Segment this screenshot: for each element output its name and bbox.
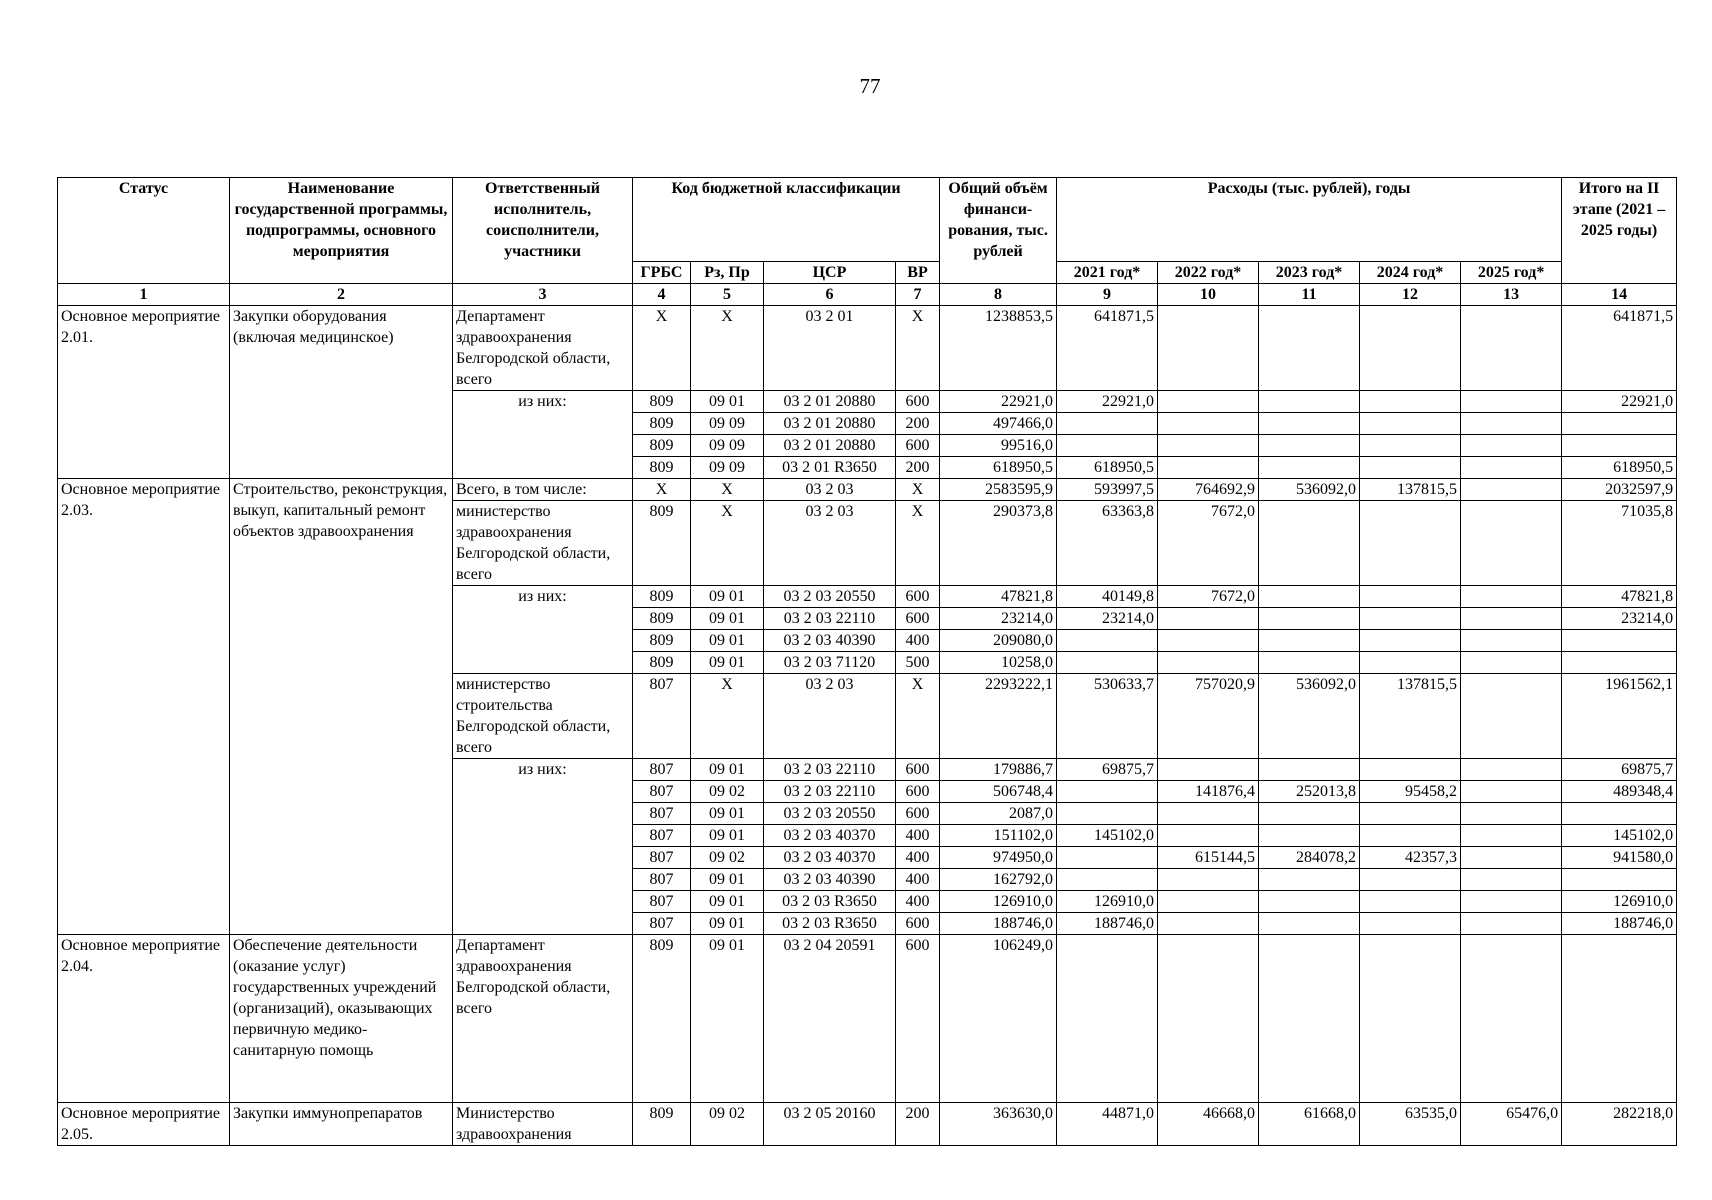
stage-total-cell (1562, 652, 1677, 674)
y2023-cell (1259, 913, 1360, 935)
y2021-cell (1057, 435, 1158, 457)
stage-total-cell (1562, 630, 1677, 652)
rzpr-cell: 09 01 (691, 869, 764, 891)
stage-total-cell (1562, 413, 1677, 435)
y2024-cell: 63535,0 (1360, 1103, 1461, 1146)
grbs-cell: 809 (633, 608, 691, 630)
column-number: 10 (1158, 284, 1259, 306)
column-number: 12 (1360, 284, 1461, 306)
y2022-cell: 141876,4 (1158, 781, 1259, 803)
executor-cell: министерство строительства Белгородской области, всего (453, 674, 633, 759)
vr-cell: 600 (896, 781, 940, 803)
executor-cell: Министерство здравоохранения (453, 1103, 633, 1146)
grbs-cell: 807 (633, 825, 691, 847)
total-cell: 209080,0 (940, 630, 1057, 652)
y2023-cell: 284078,2 (1259, 847, 1360, 869)
y2022-cell: 46668,0 (1158, 1103, 1259, 1146)
csr-cell: 03 2 03 (764, 501, 896, 586)
csr-cell: 03 2 01 20880 (764, 435, 896, 457)
total-cell: 2293222,1 (940, 674, 1057, 759)
grbs-cell: 809 (633, 435, 691, 457)
grbs-cell: 809 (633, 501, 691, 586)
y2022-cell: 757020,9 (1158, 674, 1259, 759)
stage-total-cell: 2032597,9 (1562, 479, 1677, 501)
y2025-cell (1461, 652, 1562, 674)
vr-cell: 200 (896, 413, 940, 435)
y2023-cell (1259, 803, 1360, 825)
y2022-cell (1158, 759, 1259, 781)
status-cell: Основное мероприятие 2.03. (58, 479, 230, 935)
y2023-cell: 252013,8 (1259, 781, 1360, 803)
header-2021: 2021 год* (1057, 262, 1158, 284)
stage-total-cell: 618950,5 (1562, 457, 1677, 479)
rzpr-cell: 09 02 (691, 781, 764, 803)
y2022-cell (1158, 435, 1259, 457)
y2021-cell: 126910,0 (1057, 891, 1158, 913)
y2021-cell: 618950,5 (1057, 457, 1158, 479)
csr-cell: 03 2 04 20591 (764, 935, 896, 1103)
y2021-cell: 23214,0 (1057, 608, 1158, 630)
y2025-cell (1461, 825, 1562, 847)
y2025-cell (1461, 413, 1562, 435)
csr-cell: 03 2 03 40390 (764, 630, 896, 652)
y2024-cell (1360, 935, 1461, 1103)
y2023-cell (1259, 825, 1360, 847)
rzpr-cell: 09 09 (691, 457, 764, 479)
csr-cell: 03 2 03 40370 (764, 825, 896, 847)
vr-cell: 600 (896, 435, 940, 457)
y2025-cell: 65476,0 (1461, 1103, 1562, 1146)
y2022-cell (1158, 630, 1259, 652)
header-stage-total: Итого на II этапе (2021 – 2025 годы) (1562, 178, 1677, 284)
column-number: 9 (1057, 284, 1158, 306)
column-number: 8 (940, 284, 1057, 306)
column-number: 13 (1461, 284, 1562, 306)
executor-cell: министерство здравоохранения Белгородской области, всего (453, 501, 633, 586)
y2024-cell (1360, 759, 1461, 781)
total-cell: 2583595,9 (940, 479, 1057, 501)
total-cell: 99516,0 (940, 435, 1057, 457)
vr-cell: 600 (896, 803, 940, 825)
vr-cell: 400 (896, 630, 940, 652)
column-number: 6 (764, 284, 896, 306)
y2025-cell (1461, 435, 1562, 457)
vr-cell: 600 (896, 391, 940, 413)
vr-cell: 400 (896, 891, 940, 913)
y2021-cell: 22921,0 (1057, 391, 1158, 413)
y2023-cell (1259, 869, 1360, 891)
executor-cell: Департамент здравоохранения Белгородской области, всего (453, 306, 633, 391)
csr-cell: 03 2 03 40370 (764, 847, 896, 869)
y2025-cell (1461, 674, 1562, 759)
total-cell: 106249,0 (940, 935, 1057, 1103)
csr-cell: 03 2 03 R3650 (764, 913, 896, 935)
y2025-cell (1461, 869, 1562, 891)
grbs-cell: 809 (633, 1103, 691, 1146)
y2024-cell (1360, 630, 1461, 652)
y2021-cell: 40149,8 (1057, 586, 1158, 608)
y2021-cell (1057, 652, 1158, 674)
y2021-cell: 44871,0 (1057, 1103, 1158, 1146)
rzpr-cell: 09 01 (691, 608, 764, 630)
grbs-cell: Х (633, 479, 691, 501)
y2025-cell (1461, 391, 1562, 413)
y2022-cell: 764692,9 (1158, 479, 1259, 501)
y2024-cell: 95458,2 (1360, 781, 1461, 803)
y2021-cell: 593997,5 (1057, 479, 1158, 501)
grbs-cell: 807 (633, 803, 691, 825)
vr-cell: 400 (896, 825, 940, 847)
y2024-cell (1360, 457, 1461, 479)
y2021-cell (1057, 803, 1158, 825)
vr-cell: Х (896, 479, 940, 501)
vr-cell: 500 (896, 652, 940, 674)
y2023-cell (1259, 891, 1360, 913)
total-cell: 497466,0 (940, 413, 1057, 435)
header-2022: 2022 год* (1158, 262, 1259, 284)
rzpr-cell: 09 09 (691, 413, 764, 435)
total-cell: 188746,0 (940, 913, 1057, 935)
csr-cell: 03 2 03 22110 (764, 608, 896, 630)
header-2024: 2024 год* (1360, 262, 1461, 284)
vr-cell: Х (896, 306, 940, 391)
y2023-cell (1259, 935, 1360, 1103)
grbs-cell: 807 (633, 891, 691, 913)
vr-cell: 600 (896, 935, 940, 1103)
rzpr-cell: 09 09 (691, 435, 764, 457)
grbs-cell: 807 (633, 847, 691, 869)
vr-cell: 600 (896, 608, 940, 630)
y2025-cell (1461, 781, 1562, 803)
y2023-cell: 536092,0 (1259, 479, 1360, 501)
header-vr: ВР (896, 262, 940, 284)
total-cell: 47821,8 (940, 586, 1057, 608)
y2023-cell (1259, 586, 1360, 608)
rzpr-cell: Х (691, 306, 764, 391)
grbs-cell: 807 (633, 781, 691, 803)
rzpr-cell: Х (691, 479, 764, 501)
rzpr-cell: 09 01 (691, 652, 764, 674)
header-rzpr: Рз, Пр (691, 262, 764, 284)
y2025-cell (1461, 630, 1562, 652)
y2021-cell (1057, 630, 1158, 652)
y2022-cell (1158, 413, 1259, 435)
stage-total-cell: 23214,0 (1562, 608, 1677, 630)
y2023-cell (1259, 630, 1360, 652)
stage-total-cell: 641871,5 (1562, 306, 1677, 391)
name-cell: Закупки оборудования (включая медицинское) (230, 306, 453, 479)
grbs-cell: 807 (633, 913, 691, 935)
csr-cell: 03 2 03 20550 (764, 803, 896, 825)
grbs-cell: 807 (633, 759, 691, 781)
executor-cell: Департамент здравоохранения Белгородской области, всего (453, 935, 633, 1103)
grbs-cell: 809 (633, 457, 691, 479)
table-row (58, 479, 1677, 501)
rzpr-cell: 09 02 (691, 847, 764, 869)
grbs-cell: 809 (633, 391, 691, 413)
y2021-cell (1057, 847, 1158, 869)
stage-total-cell: 69875,7 (1562, 759, 1677, 781)
column-number: 14 (1562, 284, 1677, 306)
y2023-cell: 61668,0 (1259, 1103, 1360, 1146)
csr-cell: 03 2 03 (764, 674, 896, 759)
y2021-cell: 641871,5 (1057, 306, 1158, 391)
y2025-cell (1461, 759, 1562, 781)
grbs-cell: 809 (633, 413, 691, 435)
y2022-cell (1158, 391, 1259, 413)
y2023-cell (1259, 457, 1360, 479)
of-them-cell: из них: (453, 759, 633, 935)
total-cell: 10258,0 (940, 652, 1057, 674)
total-cell: 179886,7 (940, 759, 1057, 781)
header-2023: 2023 год* (1259, 262, 1360, 284)
grbs-cell: 809 (633, 935, 691, 1103)
stage-total-cell: 47821,8 (1562, 586, 1677, 608)
y2023-cell (1259, 759, 1360, 781)
y2023-cell (1259, 652, 1360, 674)
y2023-cell (1259, 435, 1360, 457)
y2022-cell (1158, 803, 1259, 825)
vr-cell: 400 (896, 869, 940, 891)
csr-cell: 03 2 01 20880 (764, 413, 896, 435)
vr-cell: Х (896, 501, 940, 586)
y2022-cell: 615144,5 (1158, 847, 1259, 869)
grbs-cell: 809 (633, 586, 691, 608)
column-number: 2 (230, 284, 453, 306)
y2022-cell (1158, 608, 1259, 630)
total-cell: 1238853,5 (940, 306, 1057, 391)
total-cell: 506748,4 (940, 781, 1057, 803)
y2022-cell (1158, 825, 1259, 847)
rzpr-cell: 09 01 (691, 825, 764, 847)
name-cell: Строительство, реконструкция, выкуп, капитальный ремонт объектов здравоохранения (230, 479, 453, 935)
total-cell: 363630,0 (940, 1103, 1057, 1146)
y2022-cell: 7672,0 (1158, 586, 1259, 608)
y2021-cell (1057, 413, 1158, 435)
stage-total-cell (1562, 935, 1677, 1103)
y2024-cell (1360, 825, 1461, 847)
stage-total-cell: 282218,0 (1562, 1103, 1677, 1146)
grbs-cell: Х (633, 306, 691, 391)
stage-total-cell: 71035,8 (1562, 501, 1677, 586)
csr-cell: 03 2 03 R3650 (764, 891, 896, 913)
executor-cell: Всего, в том числе: (453, 479, 633, 501)
y2024-cell (1360, 652, 1461, 674)
rzpr-cell: Х (691, 674, 764, 759)
of-them-cell: из них: (453, 391, 633, 479)
total-cell: 290373,8 (940, 501, 1057, 586)
grbs-cell: 809 (633, 652, 691, 674)
y2024-cell (1360, 869, 1461, 891)
y2024-cell: 137815,5 (1360, 674, 1461, 759)
budget-table (57, 177, 1677, 1146)
y2021-cell: 530633,7 (1057, 674, 1158, 759)
page-number: 77 (859, 74, 881, 98)
stage-total-cell: 126910,0 (1562, 891, 1677, 913)
csr-cell: 03 2 03 22110 (764, 759, 896, 781)
total-cell: 22921,0 (940, 391, 1057, 413)
y2022-cell (1158, 891, 1259, 913)
rzpr-cell: 09 01 (691, 391, 764, 413)
stage-total-cell: 22921,0 (1562, 391, 1677, 413)
column-number: 5 (691, 284, 764, 306)
csr-cell: 03 2 05 20160 (764, 1103, 896, 1146)
header-total: Общий объём финанси-рования, тыс. рублей (940, 178, 1057, 284)
y2024-cell (1360, 391, 1461, 413)
total-cell: 2087,0 (940, 803, 1057, 825)
header-name: Наименование государственной программы, подпрограммы, основного мероприятия (230, 178, 453, 284)
table-row (58, 935, 1677, 1103)
y2022-cell (1158, 457, 1259, 479)
stage-total-cell: 145102,0 (1562, 825, 1677, 847)
header-budget-code: Код бюджетной классификации (633, 178, 940, 262)
column-number: 11 (1259, 284, 1360, 306)
y2023-cell (1259, 391, 1360, 413)
y2024-cell (1360, 413, 1461, 435)
rzpr-cell: 09 01 (691, 891, 764, 913)
y2025-cell (1461, 847, 1562, 869)
y2021-cell: 63363,8 (1057, 501, 1158, 586)
y2024-cell (1360, 608, 1461, 630)
total-cell: 151102,0 (940, 825, 1057, 847)
y2022-cell (1158, 913, 1259, 935)
csr-cell: 03 2 03 40390 (764, 869, 896, 891)
vr-cell: 200 (896, 457, 940, 479)
stage-total-cell: 489348,4 (1562, 781, 1677, 803)
grbs-cell: 809 (633, 630, 691, 652)
y2025-cell (1461, 479, 1562, 501)
header-status: Статус (58, 178, 230, 284)
header-grbs: ГРБС (633, 262, 691, 284)
y2025-cell (1461, 803, 1562, 825)
status-cell: Основное мероприятие 2.01. (58, 306, 230, 479)
y2022-cell (1158, 935, 1259, 1103)
y2025-cell (1461, 306, 1562, 391)
y2024-cell (1360, 586, 1461, 608)
y2021-cell: 188746,0 (1057, 913, 1158, 935)
total-cell: 23214,0 (940, 608, 1057, 630)
y2024-cell (1360, 913, 1461, 935)
y2021-cell (1057, 781, 1158, 803)
header-expenses: Расходы (тыс. рублей), годы (1057, 178, 1562, 262)
grbs-cell: 807 (633, 869, 691, 891)
y2023-cell (1259, 501, 1360, 586)
y2024-cell (1360, 306, 1461, 391)
header-executor: Ответственный исполнитель, соисполнители, участники (453, 178, 633, 284)
column-number: 7 (896, 284, 940, 306)
name-cell: Обеспечение деятельности (оказание услуг) государственных учреждений (организаций), оказывающих первичную медико-санитарную помощь (230, 935, 453, 1103)
y2021-cell (1057, 869, 1158, 891)
status-cell: Основное мероприятие 2.04. (58, 935, 230, 1103)
y2022-cell (1158, 652, 1259, 674)
rzpr-cell: 09 01 (691, 630, 764, 652)
csr-cell: 03 2 03 22110 (764, 781, 896, 803)
stage-total-cell: 1961562,1 (1562, 674, 1677, 759)
name-cell: Закупки иммунопрепаратов (230, 1103, 453, 1146)
csr-cell: 03 2 01 (764, 306, 896, 391)
rzpr-cell: 09 02 (691, 1103, 764, 1146)
y2021-cell: 145102,0 (1057, 825, 1158, 847)
vr-cell: 400 (896, 847, 940, 869)
y2024-cell (1360, 803, 1461, 825)
y2021-cell (1057, 935, 1158, 1103)
column-number: 3 (453, 284, 633, 306)
y2025-cell (1461, 586, 1562, 608)
stage-total-cell (1562, 869, 1677, 891)
total-cell: 126910,0 (940, 891, 1057, 913)
y2024-cell: 42357,3 (1360, 847, 1461, 869)
vr-cell: 600 (896, 586, 940, 608)
header-2025: 2025 год* (1461, 262, 1562, 284)
y2024-cell: 137815,5 (1360, 479, 1461, 501)
vr-cell: 200 (896, 1103, 940, 1146)
rzpr-cell: 09 01 (691, 803, 764, 825)
y2025-cell (1461, 935, 1562, 1103)
vr-cell: 600 (896, 913, 940, 935)
y2024-cell (1360, 891, 1461, 913)
rzpr-cell: 09 01 (691, 913, 764, 935)
stage-total-cell (1562, 435, 1677, 457)
rzpr-cell: 09 01 (691, 935, 764, 1103)
y2024-cell (1360, 501, 1461, 586)
total-cell: 618950,5 (940, 457, 1057, 479)
y2025-cell (1461, 913, 1562, 935)
y2023-cell (1259, 608, 1360, 630)
vr-cell: 600 (896, 759, 940, 781)
y2025-cell (1461, 608, 1562, 630)
stage-total-cell (1562, 803, 1677, 825)
table-row (58, 306, 1677, 391)
y2022-cell: 7672,0 (1158, 501, 1259, 586)
y2023-cell (1259, 306, 1360, 391)
of-them-cell: из них: (453, 586, 633, 674)
y2021-cell: 69875,7 (1057, 759, 1158, 781)
table-row (58, 1103, 1677, 1146)
y2023-cell (1259, 413, 1360, 435)
column-number: 4 (633, 284, 691, 306)
column-number: 1 (58, 284, 230, 306)
grbs-cell: 807 (633, 674, 691, 759)
rzpr-cell: Х (691, 501, 764, 586)
y2023-cell: 536092,0 (1259, 674, 1360, 759)
stage-total-cell: 941580,0 (1562, 847, 1677, 869)
total-cell: 162792,0 (940, 869, 1057, 891)
y2022-cell (1158, 306, 1259, 391)
header-csr: ЦСР (764, 262, 896, 284)
csr-cell: 03 2 01 20880 (764, 391, 896, 413)
csr-cell: 03 2 03 (764, 479, 896, 501)
rzpr-cell: 09 01 (691, 586, 764, 608)
vr-cell: Х (896, 674, 940, 759)
stage-total-cell: 188746,0 (1562, 913, 1677, 935)
csr-cell: 03 2 03 71120 (764, 652, 896, 674)
y2024-cell (1360, 435, 1461, 457)
y2022-cell (1158, 869, 1259, 891)
y2025-cell (1461, 501, 1562, 586)
total-cell: 974950,0 (940, 847, 1057, 869)
csr-cell: 03 2 03 20550 (764, 586, 896, 608)
csr-cell: 03 2 01 R3650 (764, 457, 896, 479)
status-cell: Основное мероприятие 2.05. (58, 1103, 230, 1146)
y2025-cell (1461, 891, 1562, 913)
rzpr-cell: 09 01 (691, 759, 764, 781)
budget-body (58, 306, 1677, 1146)
y2025-cell (1461, 457, 1562, 479)
